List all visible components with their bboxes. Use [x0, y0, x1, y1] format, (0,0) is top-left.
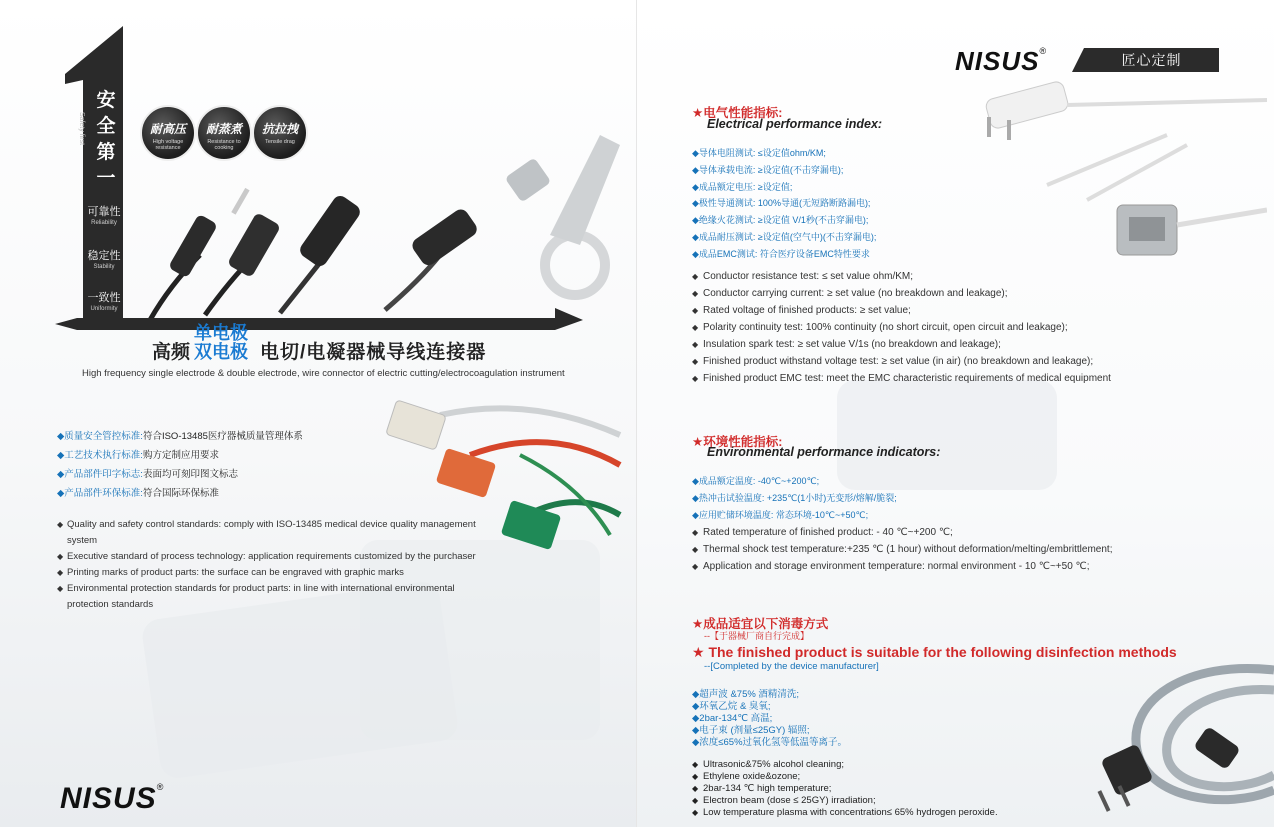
connector-cables-image — [130, 55, 630, 325]
environmental-title-en: Environmental performance indicators: — [707, 445, 941, 459]
list-item: ◆浓度≤65%过氧化氢等低温等离子。 — [692, 737, 848, 748]
list-item: ◆ Rated voltage of finished products: ≥ set value; — [692, 305, 1111, 322]
disinfection-sub-cn: --【于器械厂商自行完成】 — [704, 631, 809, 641]
electrical-cn-list — [692, 146, 876, 264]
list-item: ◆极性导通测试: 100%导通(无短路断路漏电); — [692, 198, 871, 209]
safety-first-heading — [93, 88, 119, 192]
list-item: ◆成品耐压测试: ≥设定值(空气中)(不击穿漏电); — [692, 231, 877, 242]
electrical-en-list — [692, 271, 1111, 390]
safety-char: 第 — [96, 142, 116, 163]
electrical-title-cn: ★电气性能指标: — [692, 106, 783, 120]
list-item: ◆产品部件印字标志:表面均可刻印图文标志 — [57, 469, 238, 480]
list-item: ◆应用贮储环境温度: 常态环境-10℃~+50℃; — [692, 509, 869, 520]
list-item: ◆ Ethylene oxide&ozone; — [692, 771, 998, 783]
banana-plugs-image — [967, 75, 1267, 275]
disinfection-title-en: ★ The finished product is suitable for the following disinfection methods — [692, 644, 1177, 660]
disinfection-sub-en: --[Completed by the device manufacturer] — [704, 661, 879, 672]
coiled-cable-image — [1067, 640, 1274, 827]
electrical-title-en: Electrical performance index: — [707, 117, 883, 131]
disinfection-cn-list — [692, 689, 847, 749]
list-item: ◆环氧乙烷 & 臭氧; — [692, 701, 771, 712]
disinfection-en-list — [692, 759, 998, 819]
safety-first-en: Safety first — [78, 112, 85, 146]
right-page — [637, 0, 1274, 827]
bar-item-stability: 稳定性 Stability — [87, 250, 121, 270]
list-item: ◆ Application and storage environment temperature: normal environment - 10 ℃~+50 ℃; — [692, 561, 1112, 578]
list-item: ◆ Quality and safety control standards: comply with ISO-13485 medical device quality management system — [57, 517, 477, 549]
safety-char: 安 — [96, 90, 116, 111]
environmental-cn-list — [692, 474, 897, 524]
list-item: ◆成品EMC测试: 符合医疗设备EMC特性要求 — [692, 248, 870, 259]
brand-logo: NISUS® — [60, 782, 165, 815]
list-item: ◆ Rated temperature of finished product: - 40 ℃~+200 ℃; — [692, 527, 1112, 544]
list-item: ◆电子束 (剂量≤25GY) 辐照; — [692, 725, 810, 736]
list-item: ◆2bar-134℃ 高温; — [692, 713, 773, 724]
list-item: ◆热冲击试验温度: +235℃(1小时)无变形/熔解/脆裂; — [692, 492, 897, 503]
list-item: ◆ Finished product EMC test: meet the EMC characteristic requirements of medical equipment — [692, 373, 1111, 390]
list-item: ◆产品部件环保标准:符合国际环保标准 — [57, 488, 219, 499]
list-item: ◆ Conductor carrying current: ≥ set value (no breakdown and leakage); — [692, 288, 1111, 305]
list-item: ◆导体承载电流: ≥设定值(不击穿漏电); — [692, 164, 844, 175]
list-item: ◆ Ultrasonic&75% alcohol cleaning; — [692, 759, 998, 771]
list-item: ◆绝缘火花测试: ≥设定值 V/1秒(不击穿漏电); — [692, 215, 869, 226]
brand-logo: NISUS® — [955, 46, 1048, 76]
tagline-banner: 匠心定制 — [1084, 48, 1219, 72]
badge-cooking-resistance: 耐蒸煮 Resistance to cooking — [196, 105, 252, 161]
list-item: ◆ Environmental protection standards for product parts: in line with international environmental protection standards — [57, 581, 477, 613]
badge-high-voltage: 耐高压 High voltage resistance — [140, 105, 196, 161]
list-item: ◆ Polarity continuity test: 100% continuity (no short circuit, open circuit and leakage); — [692, 322, 1111, 339]
disinfection-title-cn: ★成品适宜以下消毒方式 — [692, 617, 829, 631]
list-item: ◆质量安全管控标准:符合ISO-13485医疗器械质量管理体系 — [57, 431, 303, 442]
title-suffix: 电切/电凝器械导线连接器 — [260, 342, 487, 363]
environmental-title-cn: ★环境性能指标: — [692, 435, 783, 449]
list-item: ◆工艺技术执行标准:购方定制应用要求 — [57, 450, 219, 461]
safety-char: 一 — [96, 168, 116, 189]
standards-cn-list — [57, 428, 303, 504]
title-arrow-bar — [55, 300, 585, 332]
list-item: ◆成品额定温度: -40℃~+200℃; — [692, 476, 820, 486]
badge-tensile-drag: 抗拉拽 Tensile drag — [252, 105, 308, 161]
bar-item-uniformity: 一致性 Uniformity — [87, 292, 121, 312]
list-item: ◆ 2bar-134 ℃ high temperature; — [692, 783, 998, 795]
list-item: ◆ Printing marks of product parts: the surface can be engraved with graphic marks — [57, 565, 477, 581]
list-item: ◆ Executive standard of process technology: application requirements customized by the purchaser — [57, 549, 477, 565]
list-item: ◆ Low temperature plasma with concentration≤ 65% hydrogen peroxide. — [692, 807, 998, 819]
list-item: ◆ Electron beam (dose ≤ 25GY) irradiation; — [692, 795, 998, 807]
list-item: ◆ Thermal shock test temperature:+235 ℃ (1 hour) without deformation/melting/embrittlement; — [692, 544, 1112, 561]
environmental-en-list — [692, 527, 1112, 578]
list-item: ◆成品额定电压: ≥设定值; — [692, 181, 793, 192]
standards-en-list — [57, 517, 477, 613]
title-english: High frequency single electrode & double electrode, wire connector of electric cutting/electrocoagulation instrument — [82, 368, 565, 379]
list-item: ◆ Conductor resistance test: ≤ set value ohm/KM; — [692, 271, 1111, 288]
list-item: ◆导体电阻测试: ≤设定值ohm/KM; — [692, 148, 826, 158]
title-prefix: 高频 — [152, 342, 191, 363]
title-electrode-types: 单电极 双电极 — [194, 323, 248, 362]
list-item: ◆超声波 &75% 酒精清洗; — [692, 689, 800, 700]
safety-char: 全 — [96, 116, 116, 137]
bar-item-reliability: 可靠性 Reliability — [87, 206, 121, 226]
list-item: ◆ Insulation spark test: ≥ set value V/1s (no breakdown and leakage); — [692, 339, 1111, 356]
list-item: ◆ Finished product withstand voltage test: ≥ set value (in air) (no breakdown and leakage); — [692, 356, 1111, 373]
